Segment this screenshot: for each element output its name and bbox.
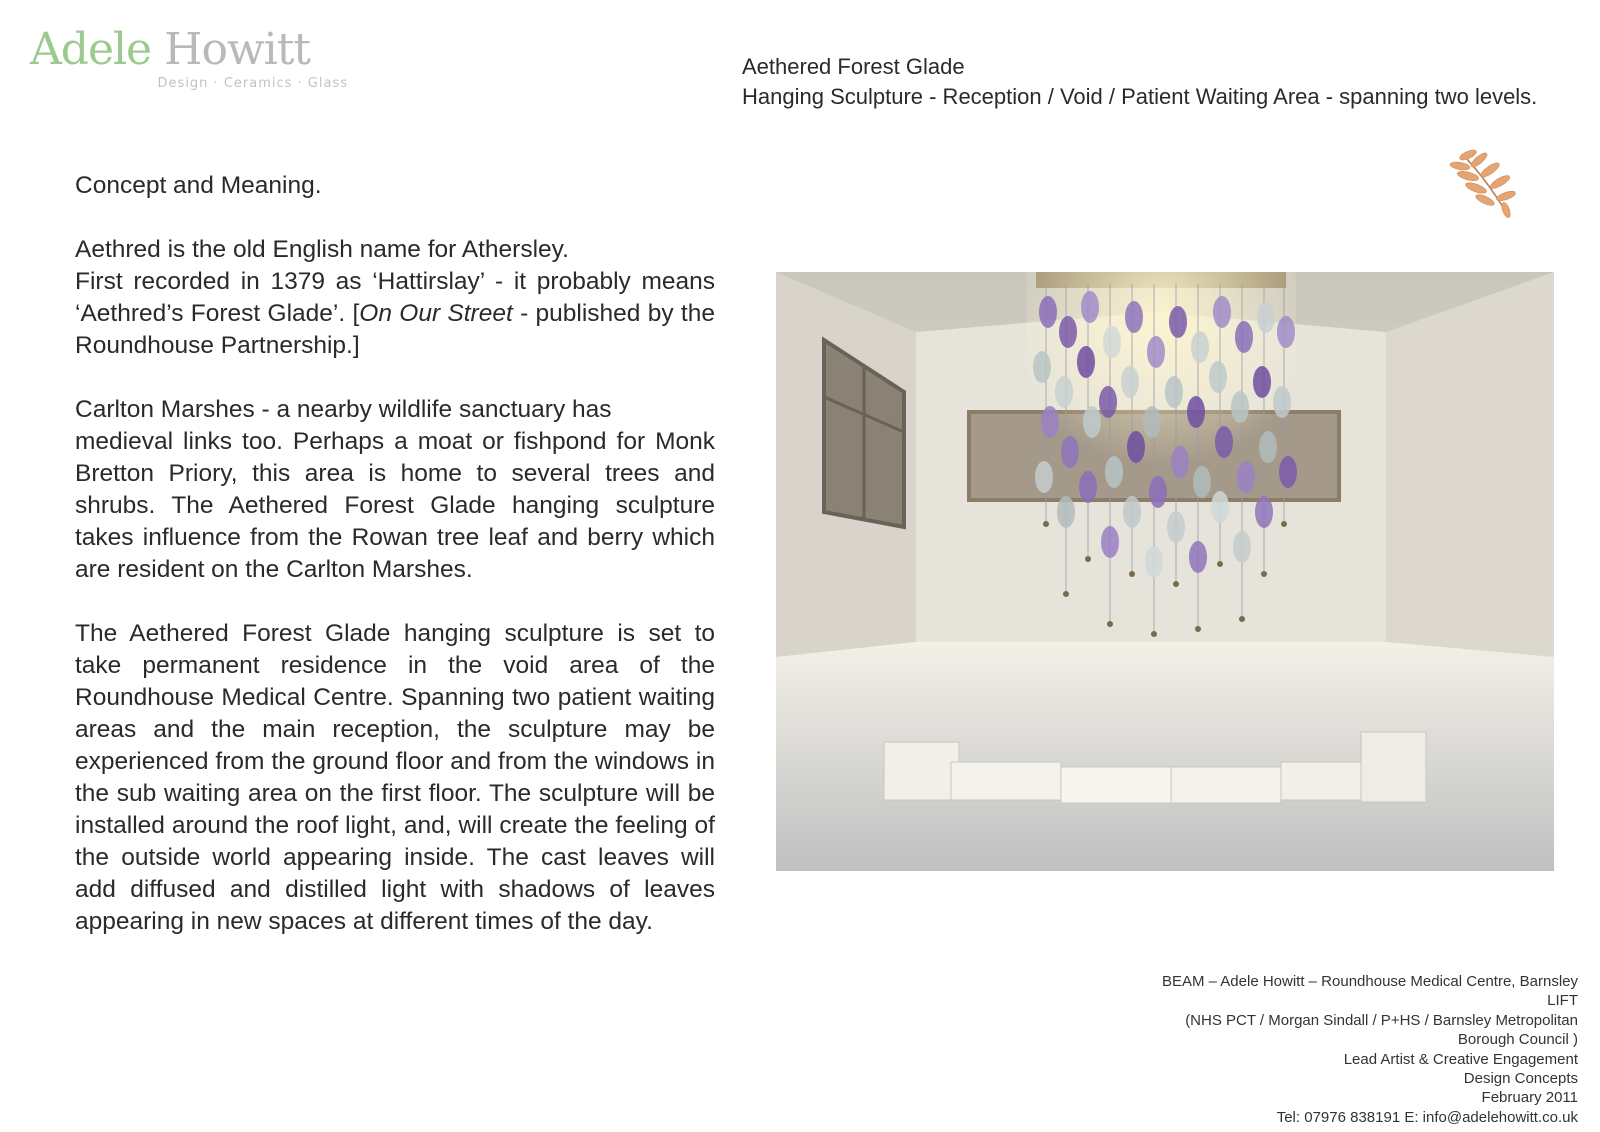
logo-tagline: Design · Ceramics · Glass <box>157 76 348 91</box>
footer-credits <box>1162 972 1578 1127</box>
footer-line: (NHS PCT / Morgan Sindall / P+HS / Barnsley Metropolitan <box>1185 1011 1578 1029</box>
footer-line: Borough Council ) <box>1457 1031 1578 1049</box>
footer-line: Design Concepts <box>1463 1070 1578 1088</box>
marshes-line-1: Carlton Marshes - a nearby wildlife sanctuary has <box>75 396 612 423</box>
logo-last-name: Howitt <box>164 24 311 75</box>
history-book-title: On Our Street <box>359 300 513 327</box>
history-text-pre: First recorded in 1379 as ‘Hattirslay’ - it probably means ‘Aethred’s Forest Glade’. [ <box>75 268 715 327</box>
brand-logo <box>30 24 350 94</box>
footer-line: LIFT <box>1547 992 1578 1010</box>
concept-heading: Concept and Meaning. <box>75 172 322 199</box>
paragraph-carlton-marshes <box>75 394 715 586</box>
marshes-text: medieval links too. Perhaps a moat or fishpond for Monk Bretton Priory, this area is home to several trees and shrubs. The Aethered Forest Glade hanging sculpture takes influence from the Rowan tree leaf and berry which are resident on the Carlton Marshes. <box>75 428 715 583</box>
logo-first-name: Adele <box>30 24 152 75</box>
history-text-post: - published by the Roundhouse Partnership.] <box>75 300 715 359</box>
rowan-leaf-icon <box>1448 146 1518 218</box>
paragraph-installation: The Aethered Forest Glade hanging sculpture is set to take permanent residence in the void area of the Roundhouse Medical Centre. Spanning two patient waiting areas and the main reception, the sculpture may be experienced from the ground floor and from the windows in the sub waiting area on the first floor. The sculpture will be installed around the roof light, and, will create the feeling of the outside world appearing inside. The cast leaves will add diffused and distilled light with shadows of leaves appearing in new spaces at different times of the day. <box>75 620 715 935</box>
concept-text <box>75 170 715 970</box>
footer-line: BEAM – Adele Howitt – Roundhouse Medical Centre, Barnsley <box>1161 973 1578 990</box>
page-header <box>742 52 1537 112</box>
logo-wordmark <box>30 24 310 76</box>
page-title: Aethered Forest Glade <box>742 54 965 79</box>
page-subtitle: Hanging Sculpture - Reception / Void / Patient Waiting Area - spanning two levels. <box>742 84 1538 109</box>
paragraph-history <box>75 234 715 362</box>
footer-line: February 2011 <box>1481 1089 1578 1107</box>
sculpture-model-photo <box>776 272 1554 871</box>
footer-contact: Tel: 07976 838191 E: info@adelehowitt.co.uk <box>1276 1108 1578 1126</box>
footer-line: Lead Artist & Creative Engagement <box>1343 1050 1578 1068</box>
history-line-1: Aethred is the old English name for Athersley. <box>75 236 569 263</box>
